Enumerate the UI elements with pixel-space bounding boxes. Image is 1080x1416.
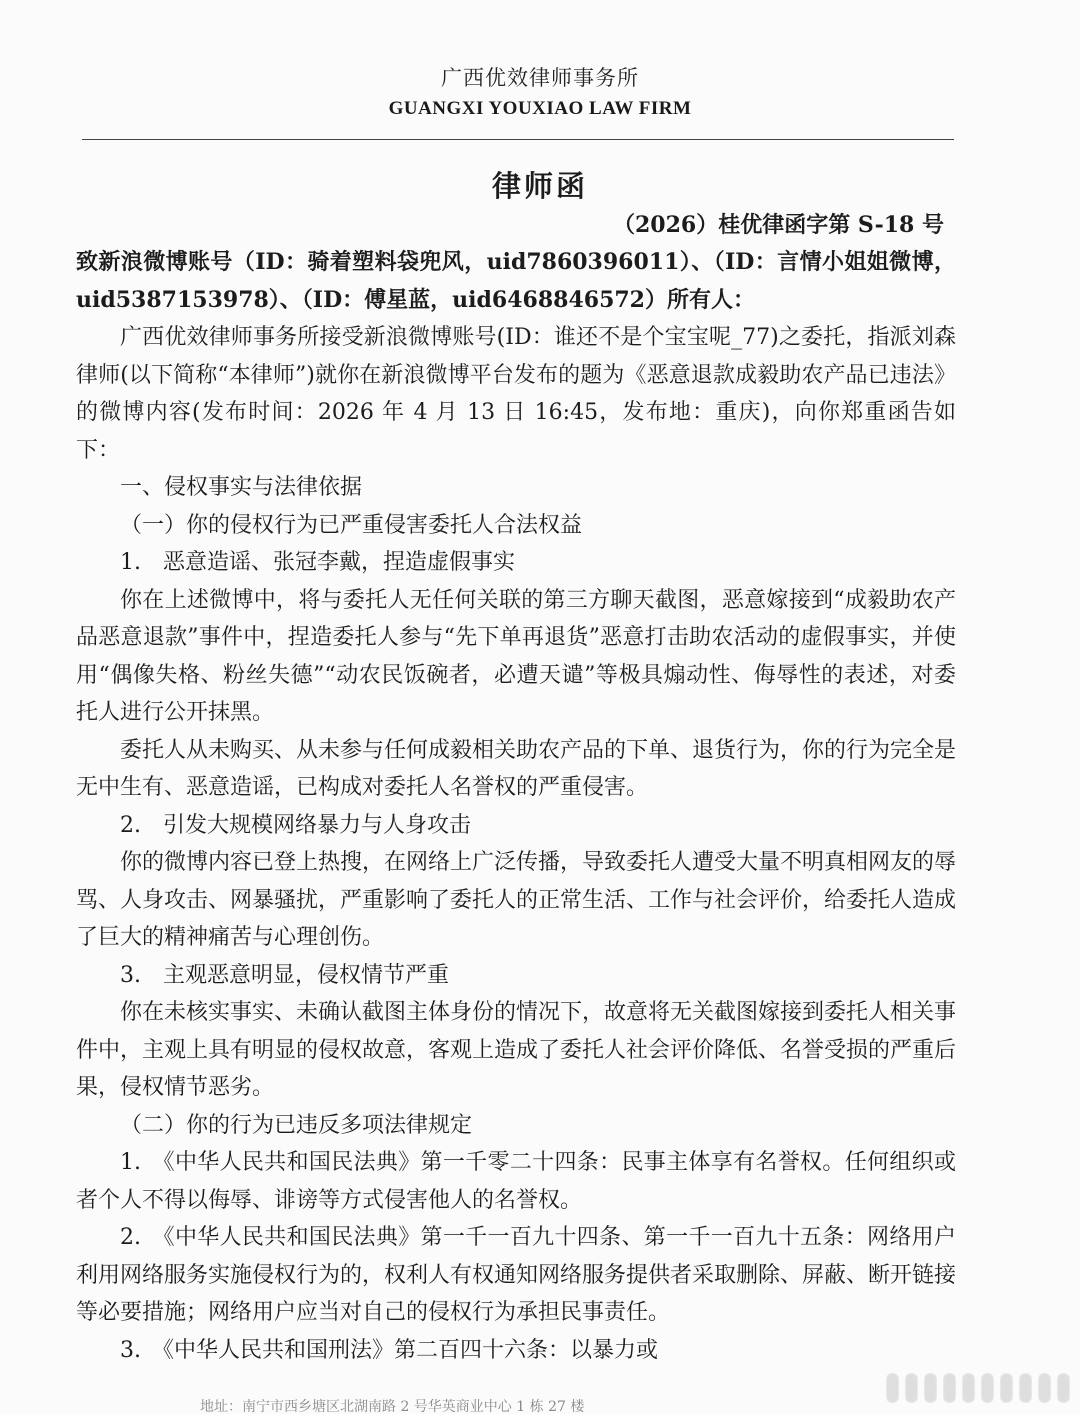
- watermark-mark: [1000, 1373, 1013, 1403]
- section-heading: 一、侵权事实与法律依据: [120, 475, 363, 500]
- watermark-mark: [1057, 1373, 1070, 1403]
- footer-address: 地址：南宁市西乡塘区北湖南路 2 号华英商业中心 1 栋 27 楼: [200, 1399, 585, 1415]
- letter-title: 律师函: [491, 169, 588, 203]
- watermark-mark: [943, 1373, 956, 1403]
- subsection-heading: （一）你的侵权行为已严重侵害委托人合法权益: [120, 512, 583, 538]
- watermark-mark: [886, 1373, 899, 1403]
- item-heading: 3. 主观恶意明显，侵权情节严重: [120, 962, 449, 988]
- watermark: [740, 1368, 1070, 1408]
- watermark-mark: [962, 1373, 975, 1403]
- item-heading: 2. 引发大规模网络暴力与人身攻击: [120, 812, 471, 838]
- firm-name-cn: 广西优效律师事务所: [441, 66, 639, 90]
- law-citation: 2. 《中华人民共和国民法典》第一千一百九十四条、第一千一百九十五条：网络用户利用网络服务实施侵权行为的，权利人有权通知网络服务提供者采取删除、屏蔽、断开链接等必要措施；网络用户应当对自己的侵权行为承担民事责任。: [76, 1225, 957, 1325]
- body-paragraph: 你的微博内容已登上热搜，在网络上广泛传播，导致委托人遭受大量不明真相网友的辱骂、人身攻击、网暴骚扰，严重影响了委托人的正常生活、工作与社会评价，给委托人造成了巨大的精神痛苦与心理创伤。: [76, 850, 957, 950]
- law-citation: 1. 《中华人民共和国民法典》第一千零二十四条：民事主体享有名誉权。任何组织或者个人不得以侮辱、诽谤等方式侵害他人的名誉权。: [76, 1150, 956, 1213]
- watermark-mark: [924, 1373, 937, 1403]
- subsection-heading: （二）你的行为已违反多项法律规定: [120, 1112, 473, 1138]
- body-paragraph: 委托人从未购买、从未参与任何成毅相关助农产品的下单、退货行为，你的行为完全是无中生有、恶意造谣，已构成对委托人名誉权的严重侵害。: [76, 737, 957, 800]
- letter-body: [76, 244, 956, 1369]
- watermark-mark: [905, 1373, 918, 1403]
- item-heading: 1. 恶意造谣、张冠李戴，捏造虚假事实: [120, 550, 515, 575]
- watermark-mark: [1038, 1373, 1051, 1403]
- firm-name-en: GUANGXI YOUXIAO LAW FIRM: [388, 98, 692, 119]
- letterhead: [0, 62, 1080, 120]
- addressee: 致新浪微博账号（ID：骑着塑料袋兜风，uid7860396011）、（ID：言情小姐姐微博，uid5387153978）、（ID：傅星蓝，uid6468846572）所有人：: [76, 249, 956, 313]
- body-paragraph: 你在未核实事实、未确认截图主体身份的情况下，故意将无关截图嫁接到委托人相关事件中，主观上具有明显的侵权故意，客观上造成了委托人社会评价降低、名誉受损的严重后果，侵权情节恶劣。: [76, 1000, 957, 1100]
- watermark-mark: [981, 1373, 994, 1403]
- body-paragraph: 你在上述微博中，将与委托人无任何关联的第三方聊天截图，恶意嫁接到“成毅助农产品恶意退款”事件中，捏造委托人参与“先下单再退货”恶意打击助农活动的虚假事实，并使用“偶像失格、粉丝失德”“动农民饭碗者，必遭天谴”等极具煽动性、侮辱性的表述，对委托人进行公开抹黑。: [76, 587, 956, 725]
- header-divider: [82, 139, 954, 140]
- watermark-mark: [1019, 1373, 1032, 1403]
- letter-number: （2026）桂优律函字第 S-18 号: [613, 212, 944, 238]
- intro-paragraph: 广西优效律师事务所接受新浪微博账号(ID：谁还不是个宝宝呢_77)之委托，指派刘森律师(以下简称“本律师”)就你在新浪微博平台发布的题为《恶意退款成毅助农产品已违法》的微博内容(发布时间：2026 年 4 月 13 日 16:45，发布地：重庆)，向你郑重函告如下：: [76, 325, 956, 463]
- law-citation: 3. 《中华人民共和国刑法》第二百四十六条：以暴力或: [120, 1337, 658, 1363]
